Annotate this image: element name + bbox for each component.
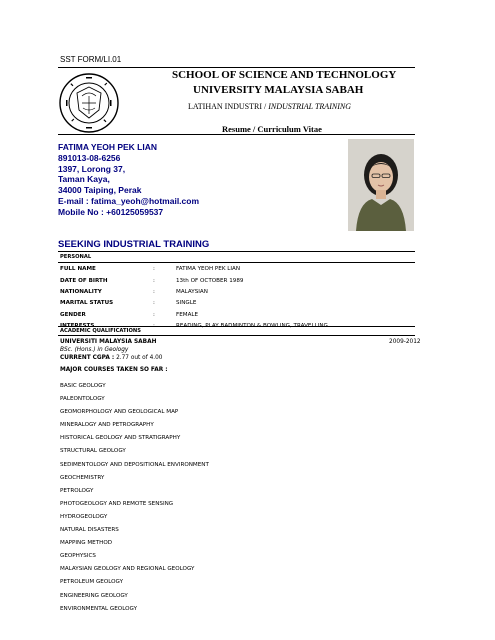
contact-block xyxy=(58,142,199,218)
row-sep: : xyxy=(153,312,155,318)
row-sep: : xyxy=(153,266,155,272)
row-key: FULL NAME xyxy=(60,266,96,272)
header-rule xyxy=(58,67,415,68)
row-sep: : xyxy=(153,289,155,295)
university-name: UNIVERSITY MALAYSIA SABAH xyxy=(193,84,364,96)
seeking-heading: SEEKING INDUSTRIAL TRAINING xyxy=(58,239,210,250)
course-item: GEOPHYSICS xyxy=(60,553,96,560)
row-value: FEMALE xyxy=(176,312,199,318)
row-key: DATE OF BIRTH xyxy=(60,278,108,284)
personal-rule xyxy=(58,262,415,263)
course-item: NATURAL DISASTERS xyxy=(60,527,119,534)
course-item: BASIC GEOLOGY xyxy=(60,383,106,389)
cgpa-value: 2.77 out of 4.00 xyxy=(114,355,163,361)
training-subtitle xyxy=(188,102,351,111)
cgpa-label: CURRENT CGPA : xyxy=(60,355,115,361)
study-years: 2009-2012 xyxy=(389,339,421,345)
course-item: SEDIMENTOLOGY AND DEPOSITIONAL ENVIRONMENT xyxy=(60,461,209,468)
form-code: SST FORM/LI.01 xyxy=(60,55,122,64)
cgpa xyxy=(60,355,163,361)
row-key: GENDER xyxy=(60,312,86,318)
row-sep: : xyxy=(153,323,155,329)
contact-address-1: 1397, Lorong 37, xyxy=(58,163,126,174)
row-value: MALAYSIAN xyxy=(176,289,208,295)
academic-label: ACADEMIC QUALIFICATIONS xyxy=(60,328,141,334)
contact-address-2: Taman Kaya, xyxy=(58,174,110,185)
course-item: ENVIRONMENTAL GEOLOGY xyxy=(60,605,137,612)
course-item: GEOCHEMISTRY xyxy=(60,474,105,481)
subtitle-english: INDUSTRIAL TRAINING xyxy=(268,102,351,111)
course-item: PETROLEUM GEOLOGY xyxy=(60,579,124,586)
university: UNIVERSITI MALAYSIA SABAH xyxy=(60,339,157,345)
courses-heading: MAJOR COURSES TAKEN SO FAR : xyxy=(60,367,168,373)
row-value: READING, PLAY BADMINTON & BOWLING, TRAVELLING xyxy=(176,323,328,329)
row-key: NATIONALITY xyxy=(60,289,102,295)
row-value: 13th OF OCTOBER 1989 xyxy=(176,278,244,284)
course-item: GEOMORPHOLOGY AND GEOLOGICAL MAP xyxy=(60,409,179,416)
row-value: FATIMA YEOH PEK LIAN xyxy=(176,266,241,272)
row-key: INTERESTS xyxy=(60,323,95,329)
degree: BSc. (Hons.) in Geology xyxy=(60,347,129,353)
row-value: SINGLE xyxy=(176,300,197,306)
course-item: HYDROGEOLOGY xyxy=(60,513,108,520)
row-sep: : xyxy=(153,278,155,284)
academic-top-rule xyxy=(58,326,415,327)
course-list xyxy=(60,380,209,616)
resume-title: Resume / Curriculum Vitae xyxy=(222,124,322,134)
school-name: SCHOOL OF SCIENCE AND TECHNOLOGY xyxy=(172,69,397,81)
contact-address-3: 34000 Taiping, Perak xyxy=(58,185,142,196)
course-item: MALAYSIAN GEOLOGY AND REGIONAL GEOLOGY xyxy=(60,566,195,573)
course-item: ENGINEERING GEOLOGY xyxy=(60,592,128,599)
row-key: MARITAL STATUS xyxy=(60,300,114,306)
academic-rule xyxy=(58,335,415,336)
course-item: MINERALOGY AND PETROGRAPHY xyxy=(60,422,154,429)
contact-email: E-mail : fatima_yeoh@hotmail.com xyxy=(58,195,200,206)
course-item: MAPPING METHOD xyxy=(60,540,113,547)
row-sep: : xyxy=(153,300,155,306)
resume-rule xyxy=(58,134,415,135)
course-item: HISTORICAL GEOLOGY AND STRATIGRAPHY xyxy=(60,435,181,442)
university-seal-logo xyxy=(58,72,120,134)
course-item: PHOTOGEOLOGY AND REMOTE SENSING xyxy=(60,500,174,507)
contact-name: FATIMA YEOH PEK LIAN xyxy=(58,142,158,152)
personal-label: PERSONAL xyxy=(60,254,92,260)
profile-photo xyxy=(348,139,414,231)
course-item: PETROLOGY xyxy=(60,487,94,494)
contact-mobile: Mobile No : +60125059537 xyxy=(58,206,164,217)
seeking-rule xyxy=(58,251,415,252)
contact-ic: 891013-08-6256 xyxy=(58,152,121,163)
course-item: STRUCTURAL GEOLOGY xyxy=(60,448,126,455)
course-item: PALEONTOLOGY xyxy=(60,396,105,403)
subtitle-malay: LATIHAN INDUSTRI / xyxy=(188,102,269,111)
